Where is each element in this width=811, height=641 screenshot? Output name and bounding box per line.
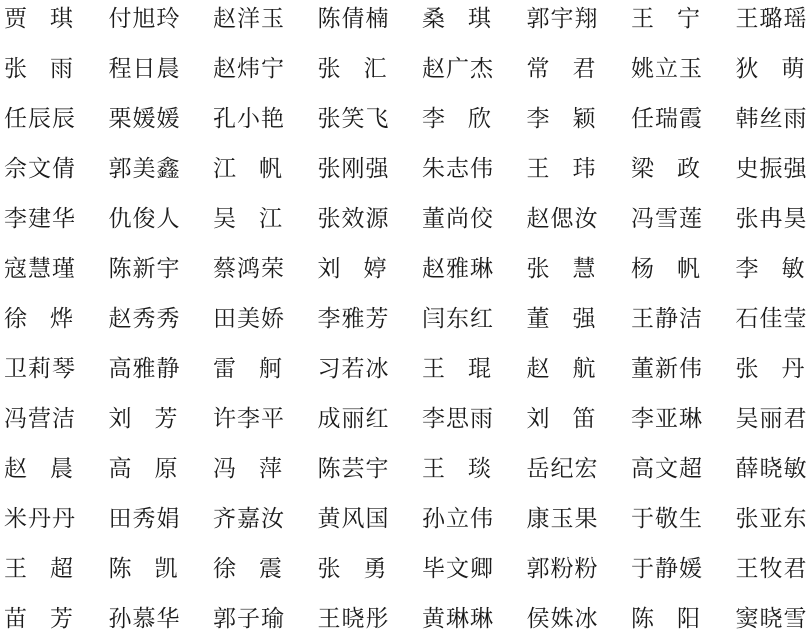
name-cell: 刘 芳 [109, 400, 214, 433]
name-row [4, 391, 811, 441]
name-cell: 王璐瑶 [736, 0, 811, 33]
name-cell: 田秀娟 [109, 500, 214, 533]
name-cell: 田美娇 [213, 300, 318, 333]
name-cell: 吴丽君 [736, 400, 811, 433]
name-cell: 王静洁 [631, 300, 736, 333]
name-cell: 孙慕华 [109, 600, 214, 633]
name-cell: 杨 帆 [631, 250, 736, 283]
name-cell: 王 玮 [527, 150, 632, 183]
name-list-grid [4, 0, 811, 628]
name-cell: 江 帆 [213, 150, 318, 183]
name-row [4, 441, 811, 491]
name-cell: 郭子瑜 [213, 600, 318, 633]
name-row [4, 591, 811, 641]
name-cell: 齐嘉汝 [213, 500, 318, 533]
name-cell: 康玉果 [527, 500, 632, 533]
name-cell: 卫莉琴 [4, 350, 109, 383]
name-cell: 窦晓雪 [736, 600, 811, 633]
name-cell: 吴 江 [213, 200, 318, 233]
name-cell: 董尚佼 [422, 200, 527, 233]
name-cell: 侯姝冰 [527, 600, 632, 633]
name-cell: 任辰辰 [4, 100, 109, 133]
name-cell: 佘文倩 [4, 150, 109, 183]
name-cell: 黄风国 [318, 500, 423, 533]
name-cell: 李 欣 [422, 100, 527, 133]
name-cell: 高文超 [631, 450, 736, 483]
name-cell: 陈芸宇 [318, 450, 423, 483]
name-cell: 郭宇翔 [527, 0, 632, 33]
name-cell: 赵洋玉 [213, 0, 318, 33]
name-row [4, 91, 811, 141]
name-cell: 姚立玉 [631, 50, 736, 83]
name-cell: 赵 航 [527, 350, 632, 383]
name-cell: 岳纪宏 [527, 450, 632, 483]
name-cell: 韩丝雨 [736, 100, 811, 133]
name-cell: 赵秀秀 [109, 300, 214, 333]
name-cell: 张亚东 [736, 500, 811, 533]
name-cell: 张 丹 [736, 350, 811, 383]
name-row [4, 41, 811, 91]
name-cell: 张 雨 [4, 50, 109, 83]
name-cell: 王牧君 [736, 550, 811, 583]
name-cell: 贾 琪 [4, 0, 109, 33]
name-cell: 王 琰 [422, 450, 527, 483]
name-cell: 寇慧瑾 [4, 250, 109, 283]
name-cell: 徐 震 [213, 550, 318, 583]
name-cell: 桑 琪 [422, 0, 527, 33]
name-cell: 黄琳琳 [422, 600, 527, 633]
name-cell: 李思雨 [422, 400, 527, 433]
name-cell: 史振强 [736, 150, 811, 183]
name-cell: 张冉昊 [736, 200, 811, 233]
name-cell: 冯营洁 [4, 400, 109, 433]
name-cell: 高 原 [109, 450, 214, 483]
name-cell: 梁 政 [631, 150, 736, 183]
name-cell: 赵炜宁 [213, 50, 318, 83]
name-cell: 李建华 [4, 200, 109, 233]
name-cell: 张 慧 [527, 250, 632, 283]
name-row [4, 541, 811, 591]
name-row [4, 141, 811, 191]
name-cell: 张刚强 [318, 150, 423, 183]
name-cell: 董 强 [527, 300, 632, 333]
name-cell: 陈倩楠 [318, 0, 423, 33]
name-cell: 郭美鑫 [109, 150, 214, 183]
name-cell: 郭粉粉 [527, 550, 632, 583]
name-cell: 蔡鸿荣 [213, 250, 318, 283]
name-cell: 张笑飞 [318, 100, 423, 133]
name-cell: 李 敏 [736, 250, 811, 283]
name-cell: 高雅静 [109, 350, 214, 383]
name-cell: 孙立伟 [422, 500, 527, 533]
name-row [4, 191, 811, 241]
name-row [4, 241, 811, 291]
name-cell: 程日晨 [109, 50, 214, 83]
name-cell: 习若冰 [318, 350, 423, 383]
name-cell: 王 超 [4, 550, 109, 583]
name-cell: 雷 舸 [213, 350, 318, 383]
name-cell: 陈 阳 [631, 600, 736, 633]
name-cell: 张 汇 [318, 50, 423, 83]
name-cell: 徐 烨 [4, 300, 109, 333]
name-cell: 狄 萌 [736, 50, 811, 83]
name-cell: 张效源 [318, 200, 423, 233]
name-cell: 赵偲汝 [527, 200, 632, 233]
name-cell: 刘 笛 [527, 400, 632, 433]
name-cell: 薛晓敏 [736, 450, 811, 483]
name-cell: 任瑞霞 [631, 100, 736, 133]
name-cell: 闫东红 [422, 300, 527, 333]
name-cell: 陈 凯 [109, 550, 214, 583]
name-row [4, 491, 811, 541]
name-row [4, 0, 811, 41]
name-cell: 于敬生 [631, 500, 736, 533]
name-cell: 王晓彤 [318, 600, 423, 633]
name-cell: 石佳莹 [736, 300, 811, 333]
name-cell: 陈新宇 [109, 250, 214, 283]
name-cell: 赵 晨 [4, 450, 109, 483]
name-cell: 栗媛媛 [109, 100, 214, 133]
name-cell: 常 君 [527, 50, 632, 83]
name-cell: 李雅芳 [318, 300, 423, 333]
name-cell: 赵广杰 [422, 50, 527, 83]
name-cell: 朱志伟 [422, 150, 527, 183]
name-cell: 王 琨 [422, 350, 527, 383]
name-cell: 赵雅琳 [422, 250, 527, 283]
name-cell: 李 颖 [527, 100, 632, 133]
name-cell: 刘 婷 [318, 250, 423, 283]
name-row [4, 291, 811, 341]
name-cell: 李亚琳 [631, 400, 736, 433]
name-cell: 苗 芳 [4, 600, 109, 633]
name-cell: 毕文卿 [422, 550, 527, 583]
name-cell: 付旭玲 [109, 0, 214, 33]
name-cell: 成丽红 [318, 400, 423, 433]
name-cell: 孔小艳 [213, 100, 318, 133]
name-cell: 张 勇 [318, 550, 423, 583]
name-cell: 许李平 [213, 400, 318, 433]
name-cell: 王 宁 [631, 0, 736, 33]
name-cell: 冯雪莲 [631, 200, 736, 233]
name-cell: 于静媛 [631, 550, 736, 583]
name-cell: 米丹丹 [4, 500, 109, 533]
name-cell: 冯 萍 [213, 450, 318, 483]
name-row [4, 341, 811, 391]
name-cell: 仇俊人 [109, 200, 214, 233]
name-cell: 董新伟 [631, 350, 736, 383]
